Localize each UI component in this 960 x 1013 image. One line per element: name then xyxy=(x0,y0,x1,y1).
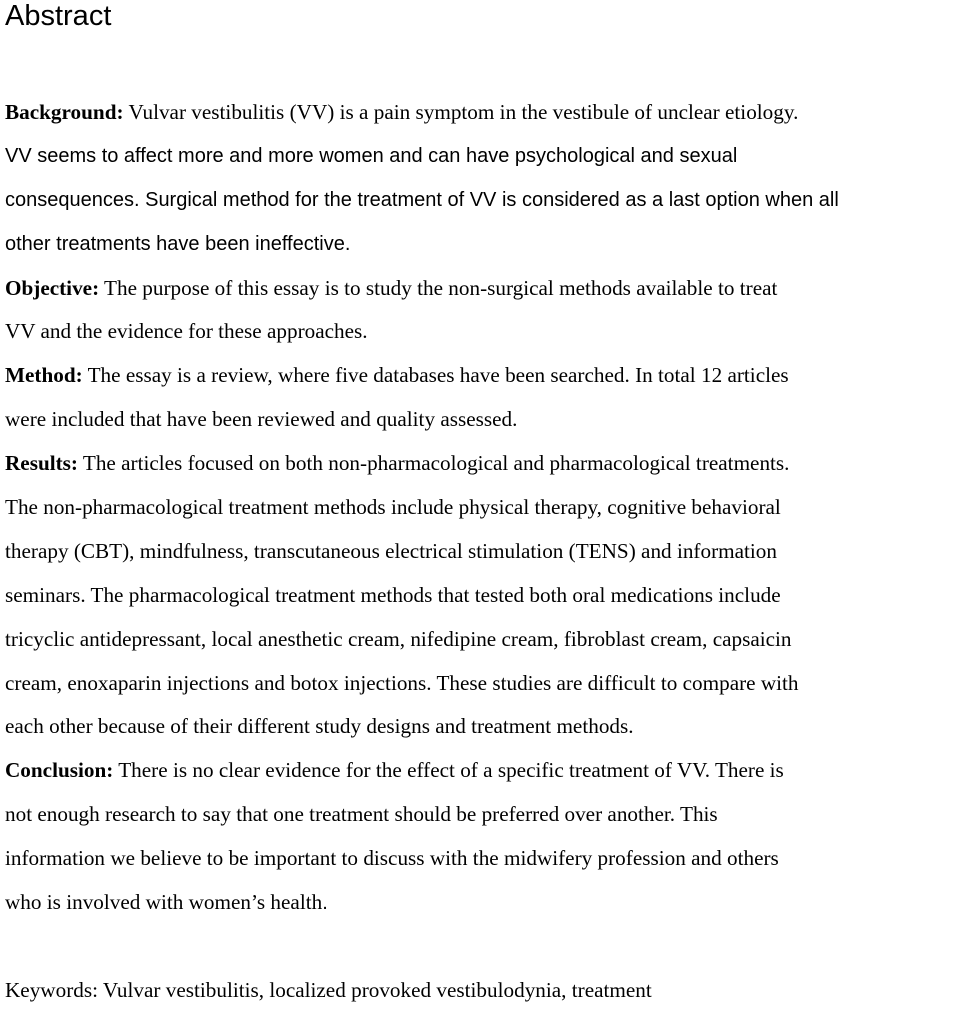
objective-line-1 xyxy=(5,267,960,311)
method-text: The essay is a review, where five databases have been searched. In total 12 articles xyxy=(82,363,789,388)
background-text: Vulvar vestibulitis (VV) is a pain symptom in the vestibule of unclear etiology. xyxy=(123,100,799,124)
method-label: Method: xyxy=(5,363,83,388)
conclusion-text: There is no clear evidence for the effect of a specific treatment of VV. There is xyxy=(113,758,784,783)
results-line-6: cream, enoxaparin injections and botox injections. These studies are difficult to compare with xyxy=(5,670,799,695)
conclusion-label: Conclusion: xyxy=(5,758,114,783)
page-title: Abstract xyxy=(5,0,112,32)
background-line-4: other treatments have been ineffective. xyxy=(5,232,351,255)
conclusion-line-1 xyxy=(5,749,960,793)
results-line-2: The non-pharmacological treatment methods include physical therapy, cognitive behavioral xyxy=(5,495,781,520)
method-line-1 xyxy=(5,354,960,398)
objective-label: Objective: xyxy=(5,275,100,300)
background-line-2: VV seems to affect more and more women and can have psychological and sexual xyxy=(5,144,738,167)
conclusion-line-3: information we believe to be important to discuss with the midwifery profession and others xyxy=(5,846,779,871)
results-line-1 xyxy=(5,442,960,486)
results-text: The articles focused on both non-pharmacological and pharmacological treatments. xyxy=(77,451,790,476)
conclusion-period: . xyxy=(322,892,328,915)
conclusion-line-2: not enough research to say that one treatment should be preferred over another. This xyxy=(5,802,718,827)
background-line-3: consequences. Surgical method for the treatment of VV is considered as a last option when all xyxy=(5,188,839,211)
keywords: Keywords: Vulvar vestibulitis, localized provoked vestibulodynia, treatment xyxy=(5,978,652,1002)
background-line-1 xyxy=(5,91,960,135)
abstract-body xyxy=(5,91,960,925)
objective-line-2: VV and the evidence for these approaches. xyxy=(5,319,368,344)
results-line-7: each other because of their different study designs and treatment methods. xyxy=(5,714,634,739)
conclusion-line-4 xyxy=(5,881,960,925)
conclusion-text-end: who is involved with women’s health xyxy=(5,890,323,915)
results-line-4: seminars. The pharmacological treatment methods that tested both oral medications include xyxy=(5,582,781,607)
method-line-2: were included that have been reviewed and quality assessed. xyxy=(5,407,518,432)
results-line-3: therapy (CBT), mindfulness, transcutaneous electrical stimulation (TENS) and information xyxy=(5,538,777,563)
results-label: Results: xyxy=(5,451,78,476)
results-line-5: tricyclic antidepressant, local anesthetic cream, nifedipine cream, fibroblast cream, capsaicin xyxy=(5,626,792,651)
objective-text: The purpose of this essay is to study the non-surgical methods available to treat xyxy=(99,275,778,300)
background-label: Background: xyxy=(5,100,124,124)
